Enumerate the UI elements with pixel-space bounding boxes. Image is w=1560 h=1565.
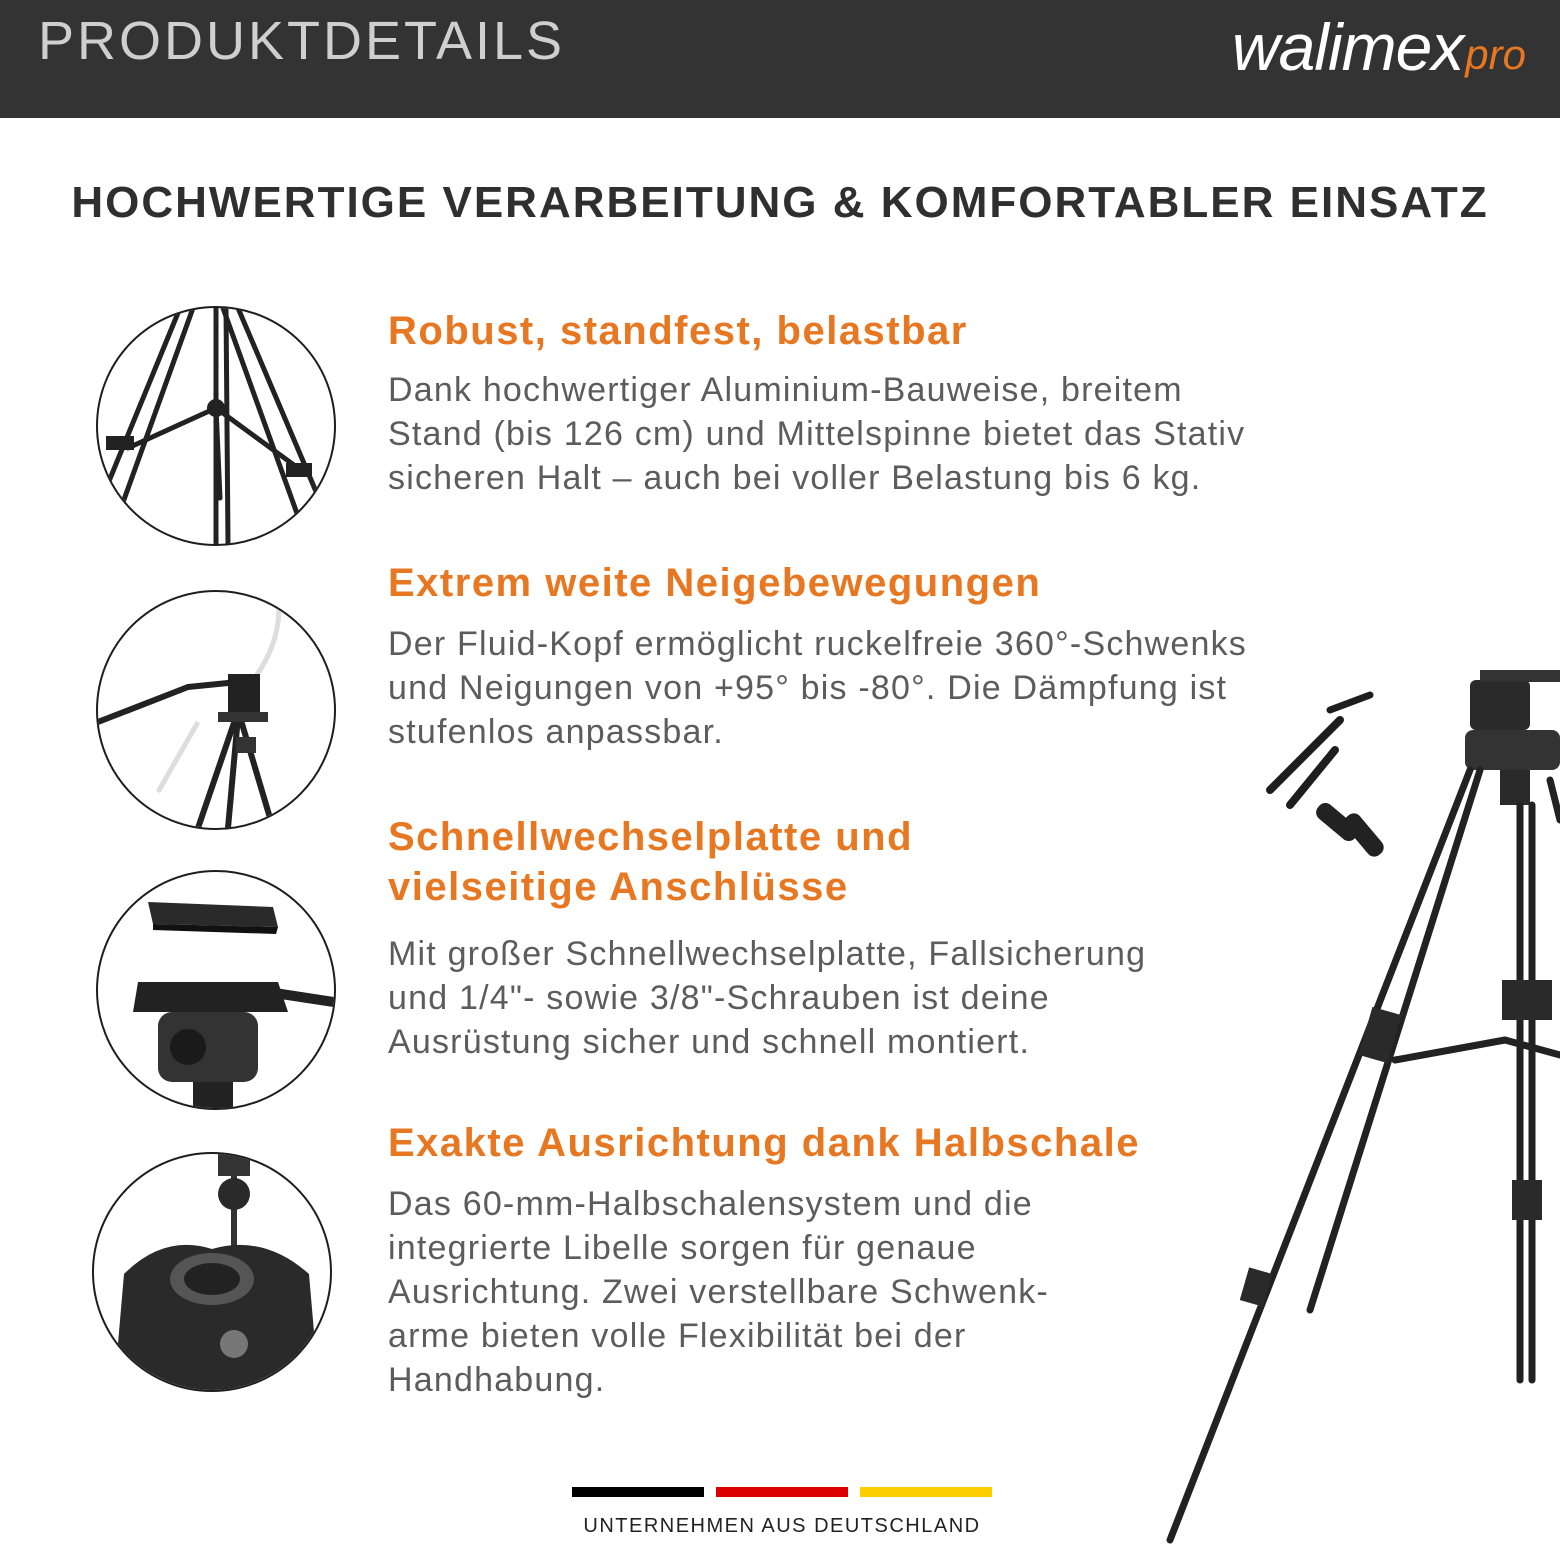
- feature-text-line: Stand (bis 126 cm) und Mittelspinne bietet das Stativ: [388, 415, 1246, 453]
- feature-text-line: integrierte Libelle sorgen für genaue: [388, 1229, 977, 1267]
- footer-tagline: UNTERNEHMEN AUS DEUTSCHLAND: [583, 1515, 981, 1537]
- feature-text-line: Der Fluid-Kopf ermöglicht ruckelfreie 360°-Schwenks: [388, 625, 1248, 663]
- tripod-legs-spreader-icon: [96, 306, 336, 546]
- feature-text-line: Ausrichtung. Zwei verstellbare Schwenk-: [388, 1273, 1049, 1311]
- feature-text-line: und Neigungen von +95° bis -80°. Die Dämpfung ist: [388, 669, 1228, 707]
- feature-text-line: Handhabung.: [388, 1361, 606, 1399]
- quick-release-plate-icon: [96, 870, 336, 1110]
- feature-title: Robust, standfest, belastbar: [388, 309, 968, 353]
- flag-stripe-red: [716, 1487, 848, 1497]
- tripod-product-image: [1140, 660, 1560, 1560]
- feature-text-line: sicheren Halt – auch bei voller Belastung bis 6 kg.: [388, 459, 1202, 497]
- feature-title: Exakte Ausrichtung dank Halbschale: [388, 1121, 1140, 1165]
- page-title: PRODUKTDETAILS: [38, 11, 566, 71]
- walimex-pro-logo: [1232, 6, 1526, 86]
- section-headline: HOCHWERTIGE VERARBEITUNG & KOMFORTABLER EINSATZ: [71, 178, 1489, 227]
- feature-text-line: stufenlos anpassbar.: [388, 713, 724, 751]
- feature-title-line: vielseitige Anschlüsse: [388, 865, 849, 909]
- flag-stripe-gold: [860, 1487, 992, 1497]
- feature-text-line: und 1/4"- sowie 3/8"-Schrauben ist deine: [388, 979, 1050, 1017]
- feature-title: Extrem weite Neigebewegungen: [388, 561, 1042, 605]
- feature-title-multiline: [388, 812, 913, 912]
- flag-stripe-black: [572, 1487, 704, 1497]
- half-bowl-leveling-icon: [92, 1152, 332, 1392]
- feature-text-line: Ausrüstung sicher und schnell montiert.: [388, 1023, 1031, 1061]
- logo-wordmark: walimex: [1231, 10, 1464, 84]
- header-bar: [0, 0, 1560, 118]
- feature-text-line: Dank hochwertiger Aluminium-Bauweise, breitem: [388, 371, 1183, 409]
- feature-text-line: Mit großer Schnellwechselplatte, Fallsicherung: [388, 935, 1147, 973]
- feature-text-line: Das 60-mm-Halbschalensystem und die: [388, 1185, 1033, 1223]
- logo-pro-suffix: pro: [1465, 31, 1526, 78]
- feature-title-line: Schnellwechselplatte und: [388, 815, 914, 859]
- fluid-head-tilt-icon: [96, 590, 336, 830]
- feature-description: [388, 368, 1398, 500]
- feature-text-line: arme bieten volle Flexibilität bei der: [388, 1317, 967, 1355]
